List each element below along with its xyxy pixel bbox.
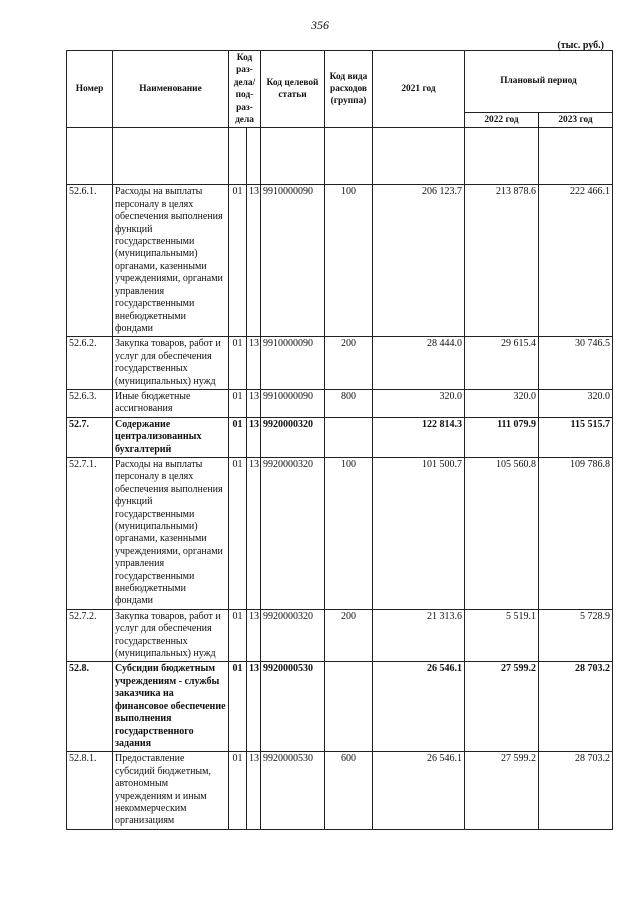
header-section: Код раз-дела/ под-раз-дела [229,51,261,128]
page-number: 356 [311,18,329,32]
row-name: Предоставление субсидий бюджетным, автономным учреждениям и иным некоммерческим организациям [113,752,229,829]
header-expense-type: Код вида расходов (группа) [325,51,373,128]
header-2021: 2021 год [373,51,465,128]
row-number: 52.7. [67,417,113,457]
row-expense-type: 100 [325,457,373,609]
table-body [67,185,613,829]
row-2021: 122 814.3 [373,417,465,457]
row-name: Иные бюджетные ассигнования [113,389,229,417]
row-target: 9920000320 [261,609,325,662]
table-row [67,417,613,457]
row-2021: 101 500.7 [373,457,465,609]
row-name: Расходы на выплаты персоналу в целях обеспечения выполнения функций государственными (муниципальными) органами, казенными учреждениями, органами управления государственными внебюджетными фондами [113,185,229,337]
units-label: (тыс. руб.) [557,40,604,51]
row-section: 01 [229,662,247,752]
budget-table [66,50,613,830]
row-expense-type [325,417,373,457]
header-target: Код целевой статьи [261,51,325,128]
row-2023: 109 786.8 [539,457,613,609]
row-subsection: 13 [247,752,261,829]
row-expense-type: 600 [325,752,373,829]
header-name: Наименование [113,51,229,128]
row-number: 52.7.1. [67,457,113,609]
row-number: 52.8. [67,662,113,752]
row-subsection: 13 [247,337,261,390]
table-row [67,337,613,390]
row-2022: 27 599.2 [465,662,539,752]
table-row [67,457,613,609]
row-2021: 26 546.1 [373,662,465,752]
table-row [67,662,613,752]
row-section: 01 [229,337,247,390]
row-section: 01 [229,417,247,457]
row-section: 01 [229,752,247,829]
row-subsection: 13 [247,389,261,417]
row-2023: 30 746.5 [539,337,613,390]
row-number: 52.6.3. [67,389,113,417]
row-section: 01 [229,389,247,417]
header-2022: 2022 год [465,113,539,128]
row-expense-type [325,662,373,752]
row-subsection: 13 [247,609,261,662]
row-expense-type: 200 [325,609,373,662]
header-row [67,51,613,113]
row-number: 52.6.2. [67,337,113,390]
row-expense-type: 100 [325,185,373,337]
row-subsection: 13 [247,185,261,337]
row-2022: 213 878.6 [465,185,539,337]
row-2022: 320.0 [465,389,539,417]
row-name: Субсидии бюджетным учреждениям - службы заказчика на финансовое обеспечение выполнения государственного задания [113,662,229,752]
header-number: Номер [67,51,113,128]
table-row [67,752,613,829]
spacer-row [67,128,613,185]
row-name: Содержание централизованных бухгалтерий [113,417,229,457]
row-2021: 320.0 [373,389,465,417]
table-row [67,389,613,417]
row-number: 52.7.2. [67,609,113,662]
row-target: 9910000090 [261,185,325,337]
row-2021: 206 123.7 [373,185,465,337]
row-2022: 5 519.1 [465,609,539,662]
row-2023: 5 728.9 [539,609,613,662]
row-subsection: 13 [247,417,261,457]
row-2021: 21 313.6 [373,609,465,662]
table-row [67,185,613,337]
row-2023: 320.0 [539,389,613,417]
row-target: 9920000530 [261,662,325,752]
row-2023: 28 703.2 [539,662,613,752]
row-expense-type: 200 [325,337,373,390]
row-target: 9920000320 [261,417,325,457]
row-target: 9920000530 [261,752,325,829]
row-name: Закупка товаров, работ и услуг для обеспечения государственных (муниципальных) нужд [113,337,229,390]
row-expense-type: 800 [325,389,373,417]
row-target: 9910000090 [261,337,325,390]
row-target: 9910000090 [261,389,325,417]
row-2023: 28 703.2 [539,752,613,829]
row-name: Закупка товаров, работ и услуг для обеспечения государственных (муниципальных) нужд [113,609,229,662]
row-section: 01 [229,185,247,337]
row-subsection: 13 [247,457,261,609]
row-2022: 29 615.4 [465,337,539,390]
row-name: Расходы на выплаты персоналу в целях обеспечения выполнения функций государственными (муниципальными) органами, казенными учреждениями, органами управления государственными внебюджетными фондами [113,457,229,609]
row-2022: 111 079.9 [465,417,539,457]
row-2021: 26 546.1 [373,752,465,829]
row-2023: 222 466.1 [539,185,613,337]
table-row [67,609,613,662]
row-subsection: 13 [247,662,261,752]
row-2022: 105 560.8 [465,457,539,609]
row-number: 52.6.1. [67,185,113,337]
row-2023: 115 515.7 [539,417,613,457]
header-planned-period: Плановый период [465,51,613,113]
header-2023: 2023 год [539,113,613,128]
row-section: 01 [229,609,247,662]
row-number: 52.8.1. [67,752,113,829]
row-2021: 28 444.0 [373,337,465,390]
row-2022: 27 599.2 [465,752,539,829]
row-section: 01 [229,457,247,609]
row-target: 9920000320 [261,457,325,609]
